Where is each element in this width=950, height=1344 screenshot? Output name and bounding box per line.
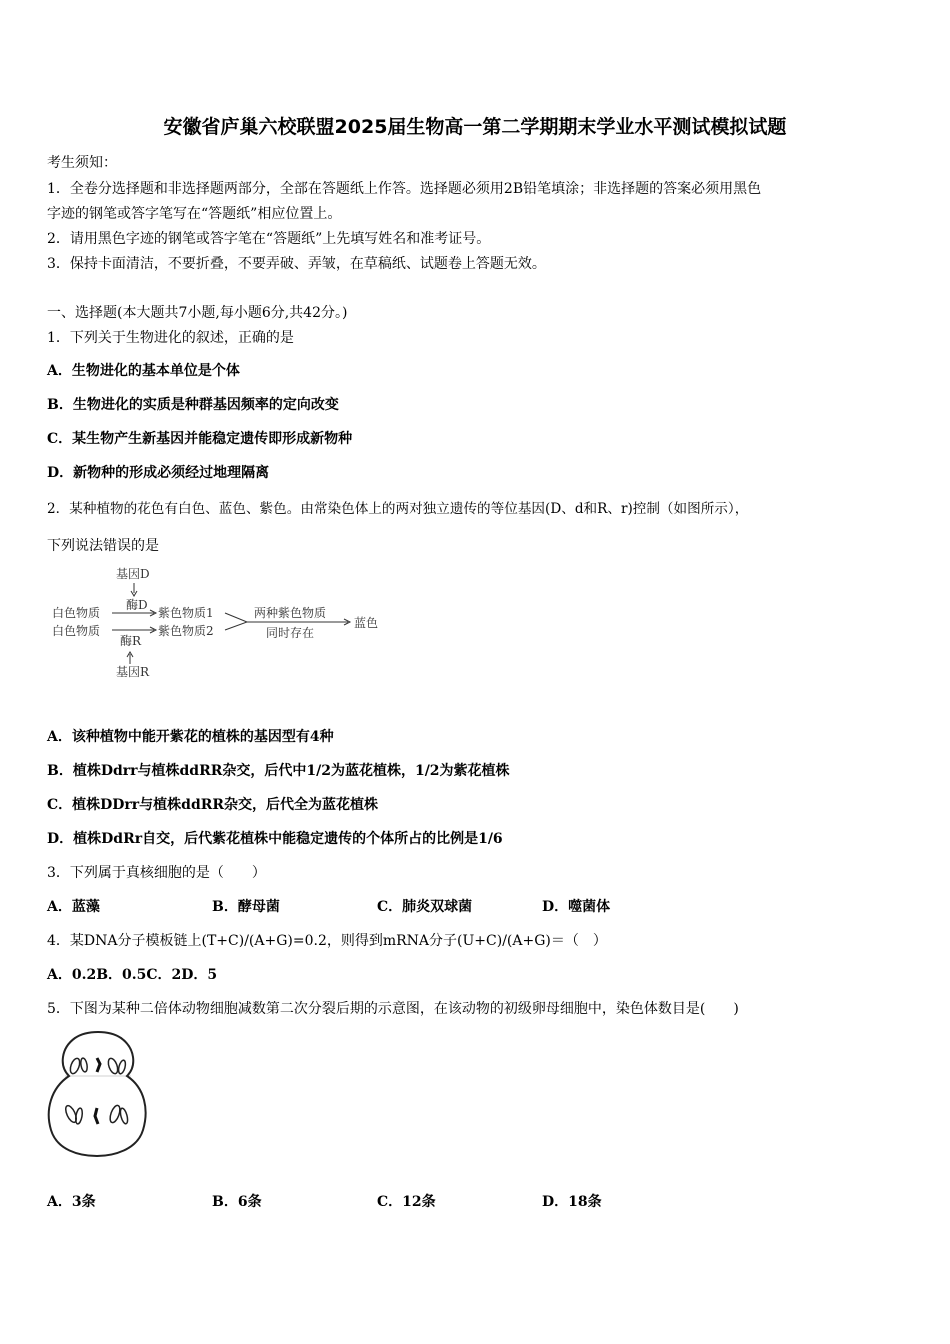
diagram-both-purple: 两种紫色物质 <box>254 606 327 620</box>
flower-color-pathway-diagram <box>50 566 390 684</box>
question-1-option-b[interactable]: B．生物进化的实质是种群基因频率的定向改变 <box>47 397 339 413</box>
question-2-option-c[interactable]: C．植株DDrr与植株ddRR杂交，后代全为蓝花植株 <box>47 797 379 813</box>
notice-item: 3．保持卡面清洁，不要折叠，不要弄破、弄皱，在草稿纸、试题卷上答题无效。 <box>47 256 546 272</box>
page-title: 安徽省庐巢六校联盟2025届生物高一第二学期期末学业水平测试模拟试题 <box>163 116 787 138</box>
question-1-option-c[interactable]: C．某生物产生新基因并能稳定遗传即形成新物种 <box>47 431 353 447</box>
diagram-coexist: 同时存在 <box>266 626 315 640</box>
question-4-stem: 4．某DNA分子模板链上(T+C)/(A+G)=0.2，则得到mRNA分子(U+C)/(A+G)＝（ ） <box>47 933 607 949</box>
question-1-stem: 1．下列关于生物进化的叙述，正确的是 <box>47 330 294 346</box>
question-4-options[interactable]: A．0.2B．0.5C．2D．5 <box>47 967 218 983</box>
question-2-option-a[interactable]: A．该种植物中能开紫花的植株的基因型有4种 <box>47 729 334 745</box>
question-5-option-b[interactable]: B．6条 <box>212 1194 262 1210</box>
diagram-blue: 蓝色 <box>354 616 379 630</box>
question-3-stem: 3．下列属于真核细胞的是（ ） <box>47 865 266 881</box>
notice-item: 字迹的钢笔或答字笔写在“答题纸”相应位置上。 <box>47 206 342 222</box>
notice-item: 2．请用黑色字迹的钢笔或答字笔在“答题纸”上先填写姓名和准考证号。 <box>47 231 491 247</box>
question-2-option-b[interactable]: B．植株Ddrr与植株ddRR杂交，后代中1/2为蓝花植株，1/2为紫花植株 <box>47 763 510 779</box>
diagram-purple-1: 紫色物质1 <box>158 606 214 620</box>
diagram-gene-d: 基因D <box>116 567 150 581</box>
question-2-stem-cont: 下列说法错误的是 <box>47 538 159 554</box>
question-2-stem: 2．某种植物的花色有白色、蓝色、紫色。由常染色体上的两对独立遗传的等位基因(D、d和R、r)控制（如图所示）， <box>47 501 749 517</box>
notice-heading: 考生须知： <box>47 155 117 171</box>
question-1-option-a[interactable]: A．生物进化的基本单位是个体 <box>47 363 240 379</box>
diagram-enzyme-d: 酶D <box>126 598 148 612</box>
diagram-gene-r: 基因R <box>116 665 150 679</box>
diagram-white-1: 白色物质 <box>52 606 101 620</box>
question-5-stem: 5．下图为某种二倍体动物细胞减数第二次分裂后期的示意图，在该动物的初级卵母细胞中，染色体数目是( ) <box>47 1001 739 1017</box>
diagram-purple-2: 紫色物质2 <box>158 624 214 638</box>
question-3-option-b[interactable]: B．酵母菌 <box>212 899 280 915</box>
question-3-option-c[interactable]: C．肺炎双球菌 <box>377 899 473 915</box>
question-1-option-d[interactable]: D．新物种的形成必须经过地理隔离 <box>47 465 270 481</box>
section-heading: 一、选择题(本大题共7小题,每小题6分,共42分。) <box>47 305 348 321</box>
question-5-option-c[interactable]: C．12条 <box>377 1194 436 1210</box>
meiosis-cell-illustration <box>45 1030 151 1158</box>
notice-item: 1．全卷分选择题和非选择题两部分，全部在答题纸上作答。选择题必须用2B铅笔填涂；非选择题的答案必须用黑色 <box>47 181 762 197</box>
question-5-option-d[interactable]: D．18条 <box>542 1194 602 1210</box>
question-2-option-d[interactable]: D．植株DdRr自交，后代紫花植株中能稳定遗传的个体所占的比例是1/6 <box>47 831 503 847</box>
diagram-white-2: 白色物质 <box>52 624 101 638</box>
question-3-option-a[interactable]: A．蓝藻 <box>47 899 100 915</box>
question-5-option-a[interactable]: A．3条 <box>47 1194 96 1210</box>
diagram-enzyme-r: 酶R <box>120 634 142 648</box>
question-3-option-d[interactable]: D．噬菌体 <box>542 899 611 915</box>
